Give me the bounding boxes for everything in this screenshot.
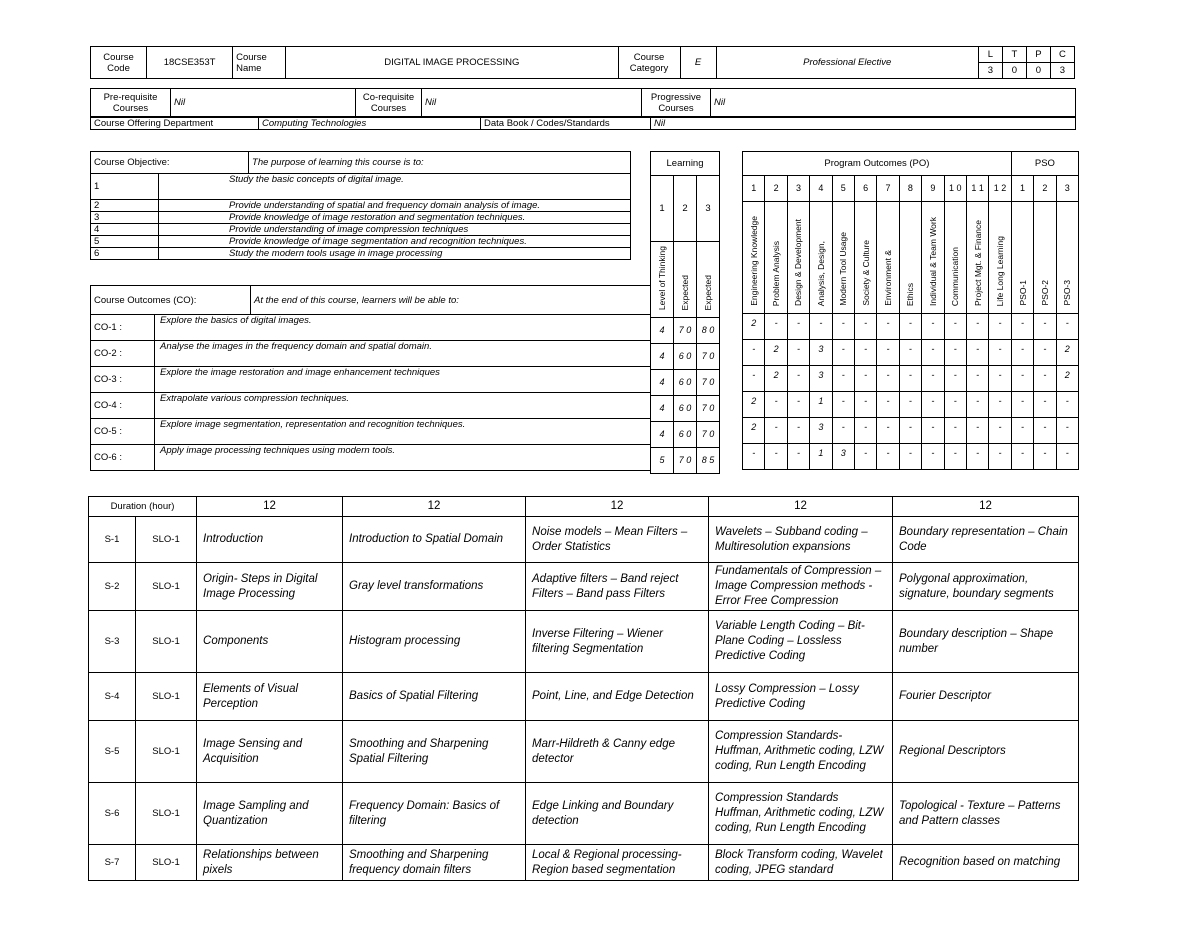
po-value: - xyxy=(765,392,787,418)
po-value: - xyxy=(944,418,966,444)
po-value: 2 xyxy=(743,418,765,444)
po-value: - xyxy=(877,418,899,444)
course-type: Professional Elective xyxy=(716,47,978,79)
po-num: 4 xyxy=(810,176,832,202)
duration-value: 12 xyxy=(526,497,709,517)
po-value: 2 xyxy=(743,392,765,418)
objective-text: Provide understanding of image compression techniques xyxy=(159,224,631,236)
po-value: - xyxy=(899,392,921,418)
dept-label: Course Offering Department xyxy=(91,118,259,130)
topic-cell: Gray level transformations xyxy=(343,563,526,611)
pso-label: PSO-1 xyxy=(1017,280,1028,306)
prereq-value: Nil xyxy=(171,89,356,117)
po-num: 9 xyxy=(922,176,944,202)
po-value: - xyxy=(989,444,1012,470)
session-label: S-6 xyxy=(89,783,136,845)
session-label: S-4 xyxy=(89,673,136,721)
po-value: - xyxy=(832,366,854,392)
progressive-label: Progressive Courses xyxy=(642,89,711,117)
po-value: 2 xyxy=(743,314,765,340)
learning-col-num: 2 xyxy=(674,176,697,242)
objective-num: 4 xyxy=(91,224,159,236)
co-text: Explore the image restoration and image enhancement techniques xyxy=(155,367,651,393)
slo-label: SLO-1 xyxy=(136,517,197,563)
po-value: - xyxy=(922,444,944,470)
course-code-label: Course Code xyxy=(91,47,147,79)
po-value: - xyxy=(765,444,787,470)
pso-num: 3 xyxy=(1056,176,1078,202)
topic-cell: Boundary representation – Chain Code xyxy=(893,517,1079,563)
po-value: 3 xyxy=(832,444,854,470)
duration-value: 12 xyxy=(893,497,1079,517)
topic-cell: Wavelets – Subband coding – Multiresolution expansions xyxy=(709,517,893,563)
learning-value: 8 5 xyxy=(697,448,720,474)
po-label: Individual & Team Work xyxy=(927,217,938,306)
po-value: - xyxy=(832,392,854,418)
learning-col-num: 1 xyxy=(651,176,674,242)
po-label: Society & Culture xyxy=(860,240,871,306)
co-text: Explore the basics of digital images. xyxy=(155,315,651,341)
po-value: - xyxy=(1034,366,1056,392)
po-label: Design & Development xyxy=(793,219,804,306)
duration-value: 12 xyxy=(343,497,526,517)
learning-value: 5 xyxy=(651,448,674,474)
po-value: - xyxy=(899,444,921,470)
objective-num: 5 xyxy=(91,236,159,248)
po-label: Problem Analysis xyxy=(771,240,782,306)
po-value: - xyxy=(944,314,966,340)
po-value: - xyxy=(1056,418,1078,444)
po-value: - xyxy=(1011,444,1033,470)
po-num: 1 xyxy=(743,176,765,202)
objective-text: Provide knowledge of image segmentation and recognition techniques. xyxy=(159,236,631,248)
objective-num: 6 xyxy=(91,248,159,260)
outcomes-label: Course Outcomes (CO): xyxy=(91,286,251,315)
co-code: CO-1 : xyxy=(91,315,155,341)
po-label: Project Mgt. & Finance xyxy=(972,220,983,306)
databook-label: Data Book / Codes/Standards xyxy=(481,118,651,130)
co-code: CO-4 : xyxy=(91,393,155,419)
topic-cell: Variable Length Coding – Bit-Plane Coding – Lossless Predictive Coding xyxy=(709,611,893,673)
learning-value: 7 0 xyxy=(674,448,697,474)
topic-cell: Image Sampling and Quantization xyxy=(197,783,343,845)
topic-cell: Noise models – Mean Filters – Order Statistics xyxy=(526,517,709,563)
session-label: S-1 xyxy=(89,517,136,563)
duration-value: 12 xyxy=(709,497,893,517)
po-value: - xyxy=(1034,444,1056,470)
topic-cell: Image Sensing and Acquisition xyxy=(197,721,343,783)
pso-num: 1 xyxy=(1011,176,1033,202)
po-value: - xyxy=(1034,418,1056,444)
po-value: - xyxy=(854,314,876,340)
po-num: 7 xyxy=(877,176,899,202)
pso-label: PSO-2 xyxy=(1039,280,1050,306)
po-value: - xyxy=(1034,340,1056,366)
po-num: 2 xyxy=(765,176,787,202)
topic-cell: Fourier Descriptor xyxy=(893,673,1079,721)
po-num: 1 1 xyxy=(966,176,988,202)
topic-cell: Smoothing and Sharpening Spatial Filtering xyxy=(343,721,526,783)
learning-vlabel: Expected xyxy=(680,274,690,311)
course-code: 18CSE353T xyxy=(147,47,233,79)
learning-value: 6 0 xyxy=(674,422,697,448)
learning-table xyxy=(650,151,720,474)
coreq-value: Nil xyxy=(422,89,642,117)
topic-cell: Smoothing and Sharpening frequency domain filters xyxy=(343,845,526,881)
po-value: - xyxy=(877,314,899,340)
po-value: - xyxy=(899,314,921,340)
course-name: DIGITAL IMAGE PROCESSING xyxy=(286,47,618,79)
po-value: - xyxy=(877,444,899,470)
topic-cell: Basics of Spatial Filtering xyxy=(343,673,526,721)
po-label: Modern Tool Usage xyxy=(838,232,849,306)
co-code: CO-5 : xyxy=(91,419,155,445)
po-value: - xyxy=(787,340,809,366)
po-value: - xyxy=(854,366,876,392)
topic-cell: Elements of Visual Perception xyxy=(197,673,343,721)
slo-label: SLO-1 xyxy=(136,721,197,783)
duration-label: Duration (hour) xyxy=(89,497,197,517)
po-value: - xyxy=(944,444,966,470)
po-value: - xyxy=(1011,340,1033,366)
po-value: - xyxy=(989,392,1012,418)
po-value: - xyxy=(1011,392,1033,418)
learning-value: 4 xyxy=(651,370,674,396)
ltpc-value: 3 xyxy=(978,63,1002,79)
learning-vlabel: Level of Thinking xyxy=(657,246,667,311)
po-value: 3 xyxy=(810,418,832,444)
po-label: Engineering Knowledge xyxy=(748,216,759,306)
topic-cell: Components xyxy=(197,611,343,673)
objective-num: 2 xyxy=(91,200,159,212)
po-value: - xyxy=(743,340,765,366)
po-value: - xyxy=(787,314,809,340)
ltpc-value: 0 xyxy=(1026,63,1050,79)
po-value: - xyxy=(966,366,988,392)
learning-title: Learning xyxy=(651,152,720,176)
po-value: - xyxy=(1011,418,1033,444)
databook-value: Nil xyxy=(651,118,1076,130)
co-text: Explore image segmentation, representation and recognition techniques. xyxy=(155,419,651,445)
po-value: - xyxy=(1056,392,1078,418)
learning-value: 8 0 xyxy=(697,318,720,344)
po-value: - xyxy=(966,392,988,418)
prerequisite-table xyxy=(90,88,1076,117)
department-table xyxy=(90,117,1076,130)
po-value: - xyxy=(966,340,988,366)
course-outcomes-table xyxy=(90,285,651,471)
schedule-table xyxy=(88,496,1079,881)
objective-num: 3 xyxy=(91,212,159,224)
coreq-label: Co-requisite Courses xyxy=(356,89,422,117)
po-num: 5 xyxy=(832,176,854,202)
po-value: - xyxy=(899,340,921,366)
po-value: - xyxy=(832,340,854,366)
topic-cell: Local & Regional processing- Region based segmentation xyxy=(526,845,709,881)
po-value: - xyxy=(944,366,966,392)
objective-text: Provide knowledge of image restoration and segmentation techniques. xyxy=(159,212,631,224)
progressive-value: Nil xyxy=(711,89,1076,117)
objective-text: Provide understanding of spatial and frequency domain analysis of image. xyxy=(159,200,631,212)
co-text: Apply image processing techniques using modern tools. xyxy=(155,445,651,471)
topic-cell: Introduction xyxy=(197,517,343,563)
session-label: S-3 xyxy=(89,611,136,673)
po-value: - xyxy=(877,340,899,366)
po-value: - xyxy=(787,418,809,444)
duration-value: 12 xyxy=(197,497,343,517)
topic-cell: Polygonal approximation, signature, boundary segments xyxy=(893,563,1079,611)
po-label: Life Long Learning xyxy=(995,235,1006,306)
topic-cell: Relationships between pixels xyxy=(197,845,343,881)
po-value: - xyxy=(989,366,1012,392)
topic-cell: Edge Linking and Boundary detection xyxy=(526,783,709,845)
course-category-label: Course Category xyxy=(618,47,680,79)
objectives-label: Course Objective: xyxy=(91,152,249,174)
po-value: - xyxy=(877,366,899,392)
learning-value: 7 0 xyxy=(697,370,720,396)
po-value: - xyxy=(854,418,876,444)
po-value: - xyxy=(787,444,809,470)
learning-value: 4 xyxy=(651,396,674,422)
po-value: - xyxy=(787,392,809,418)
learning-value: 4 xyxy=(651,344,674,370)
po-value: - xyxy=(922,366,944,392)
learning-value: 6 0 xyxy=(674,344,697,370)
po-value: - xyxy=(922,340,944,366)
po-value: - xyxy=(743,366,765,392)
po-label: Analysis, Design, xyxy=(815,240,826,306)
po-value: - xyxy=(832,418,854,444)
po-value: 1 xyxy=(810,392,832,418)
co-text: Analyse the images in the frequency domain and spatial domain. xyxy=(155,341,651,367)
ltpc-value: 3 xyxy=(1050,63,1074,79)
po-label: Ethics xyxy=(905,282,916,306)
topic-cell: Frequency Domain: Basics of filtering xyxy=(343,783,526,845)
topic-cell: Lossy Compression – Lossy Predictive Coding xyxy=(709,673,893,721)
topic-cell: Compression Standards- Huffman, Arithmetic coding, LZW coding, Run Length Encoding xyxy=(709,721,893,783)
po-value: - xyxy=(832,314,854,340)
topic-cell: Introduction to Spatial Domain xyxy=(343,517,526,563)
topic-cell: Point, Line, and Edge Detection xyxy=(526,673,709,721)
objectives-intro: The purpose of learning this course is to: xyxy=(249,152,631,174)
po-value: - xyxy=(1034,392,1056,418)
po-value: 3 xyxy=(810,340,832,366)
outcomes-intro: At the end of this course, learners will be able to: xyxy=(251,286,651,315)
po-value: 2 xyxy=(765,366,787,392)
pso-num: 2 xyxy=(1034,176,1056,202)
po-value: 1 xyxy=(810,444,832,470)
po-value: - xyxy=(966,314,988,340)
po-value: - xyxy=(877,392,899,418)
po-title: Program Outcomes (PO) xyxy=(743,152,1012,176)
learning-value: 4 xyxy=(651,422,674,448)
slo-label: SLO-1 xyxy=(136,563,197,611)
po-value: 2 xyxy=(1056,366,1078,392)
po-value: - xyxy=(944,392,966,418)
po-num: 3 xyxy=(787,176,809,202)
objective-num: 1 xyxy=(91,174,159,200)
learning-vlabel: Expected xyxy=(703,274,713,311)
po-num: 8 xyxy=(899,176,921,202)
objective-text: Study the modern tools usage in image processing xyxy=(159,248,631,260)
po-value: - xyxy=(1056,444,1078,470)
po-value: - xyxy=(944,340,966,366)
po-value: - xyxy=(899,366,921,392)
course-name-label: Course Name xyxy=(233,47,286,79)
topic-cell: Fundamentals of Compression – Image Compression methods - Error Free Compression xyxy=(709,563,893,611)
topic-cell: Histogram processing xyxy=(343,611,526,673)
ltpc-label: C xyxy=(1050,47,1074,63)
topic-cell: Inverse Filtering – Wiener filtering Segmentation xyxy=(526,611,709,673)
topic-cell: Block Transform coding, Wavelet coding, JPEG standard xyxy=(709,845,893,881)
topic-cell: Origin- Steps in Digital Image Processing xyxy=(197,563,343,611)
po-value: - xyxy=(899,418,921,444)
learning-value: 7 0 xyxy=(697,422,720,448)
po-value: 2 xyxy=(765,340,787,366)
po-value: - xyxy=(922,418,944,444)
co-code: CO-6 : xyxy=(91,445,155,471)
po-label: Environment & xyxy=(883,250,894,306)
ltpc-label: L xyxy=(978,47,1002,63)
learning-value: 7 0 xyxy=(697,396,720,422)
po-num: 1 0 xyxy=(944,176,966,202)
pso-title: PSO xyxy=(1011,152,1078,176)
po-value: - xyxy=(743,444,765,470)
po-value: 3 xyxy=(810,366,832,392)
slo-label: SLO-1 xyxy=(136,783,197,845)
topic-cell: Marr-Hildreth & Canny edge detector xyxy=(526,721,709,783)
co-code: CO-2 : xyxy=(91,341,155,367)
po-value: - xyxy=(989,340,1012,366)
co-code: CO-3 : xyxy=(91,367,155,393)
po-value: - xyxy=(922,314,944,340)
learning-value: 6 0 xyxy=(674,396,697,422)
po-value: - xyxy=(922,392,944,418)
po-value: - xyxy=(765,418,787,444)
slo-label: SLO-1 xyxy=(136,611,197,673)
co-text: Extrapolate various compression techniques. xyxy=(155,393,651,419)
topic-cell: Regional Descriptors xyxy=(893,721,1079,783)
objective-text: Study the basic concepts of digital image. xyxy=(159,174,631,200)
po-value: - xyxy=(765,314,787,340)
po-value: - xyxy=(966,418,988,444)
topic-cell: Topological - Texture – Patterns and Pattern classes xyxy=(893,783,1079,845)
po-value: - xyxy=(787,366,809,392)
ltpc-label: T xyxy=(1002,47,1026,63)
ltpc-label: P xyxy=(1026,47,1050,63)
topic-cell: Adaptive filters – Band reject Filters – Band pass Filters xyxy=(526,563,709,611)
po-value: - xyxy=(854,444,876,470)
po-value: - xyxy=(966,444,988,470)
po-label: Communication xyxy=(950,246,961,306)
po-value: - xyxy=(810,314,832,340)
topic-cell: Boundary description – Shape number xyxy=(893,611,1079,673)
po-value: - xyxy=(1011,366,1033,392)
session-label: S-5 xyxy=(89,721,136,783)
po-num: 6 xyxy=(854,176,876,202)
po-value: - xyxy=(854,392,876,418)
learning-value: 6 0 xyxy=(674,370,697,396)
learning-value: 4 xyxy=(651,318,674,344)
session-label: S-2 xyxy=(89,563,136,611)
po-value: - xyxy=(989,314,1012,340)
topic-cell: Compression Standards Huffman, Arithmetic coding, LZW coding, Run Length Encoding xyxy=(709,783,893,845)
learning-col-num: 3 xyxy=(697,176,720,242)
learning-value: 7 0 xyxy=(674,318,697,344)
po-value: - xyxy=(989,418,1012,444)
course-objectives-table xyxy=(90,151,631,260)
po-value: - xyxy=(1056,314,1078,340)
po-value: - xyxy=(854,340,876,366)
learning-value: 7 0 xyxy=(697,344,720,370)
pso-label: PSO-3 xyxy=(1062,280,1073,306)
program-outcomes-table xyxy=(742,151,1079,470)
po-value: - xyxy=(1034,314,1056,340)
slo-label: SLO-1 xyxy=(136,845,197,881)
course-category: E xyxy=(680,47,716,79)
ltpc-value: 0 xyxy=(1002,63,1026,79)
dept-value: Computing Technologies xyxy=(259,118,481,130)
topic-cell: Recognition based on matching xyxy=(893,845,1079,881)
po-value: - xyxy=(1011,314,1033,340)
session-label: S-7 xyxy=(89,845,136,881)
po-value: 2 xyxy=(1056,340,1078,366)
prereq-label: Pre-requisite Courses xyxy=(91,89,171,117)
course-header-table xyxy=(90,46,1075,79)
slo-label: SLO-1 xyxy=(136,673,197,721)
po-num: 1 2 xyxy=(989,176,1012,202)
